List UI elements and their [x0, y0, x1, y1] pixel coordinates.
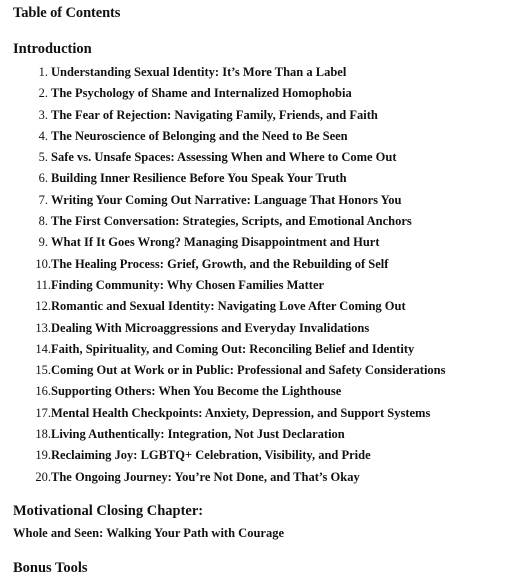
chapter-item	[0, 383, 532, 404]
chapter-number: 17.	[35, 405, 51, 420]
chapter-number: 13.	[35, 320, 51, 335]
chapter-number: 16.	[35, 384, 51, 399]
chapter-number: 3.	[38, 107, 48, 122]
chapter-item	[0, 213, 532, 234]
chapter-number: 11.	[35, 277, 51, 292]
chapter-number: 2.	[38, 86, 48, 101]
chapter-title: Faith, Spirituality, and Coming Out: Reconciling Belief and Identity	[51, 341, 415, 356]
chapter-title: What If It Goes Wrong? Managing Disappointment and Hurt	[51, 235, 380, 250]
chapter-title: Romantic and Sexual Identity: Navigating Love After Coming Out	[51, 299, 406, 314]
bonus-tools-heading: Bonus Tools	[13, 560, 88, 576]
introduction-heading: Introduction	[13, 41, 92, 57]
chapter-number: 1.	[38, 65, 48, 79]
chapter-number: 4.	[38, 128, 48, 143]
chapter-item	[0, 277, 532, 298]
chapter-number: 12.	[35, 299, 51, 314]
chapter-title: The Ongoing Journey: You’re Not Done, and That’s Okay	[51, 469, 360, 484]
chapter-item	[0, 234, 532, 255]
chapter-number: 19.	[35, 448, 51, 463]
chapter-title: Mental Health Checkpoints: Anxiety, Depression, and Support Systems	[51, 405, 431, 420]
chapter-item	[0, 341, 532, 362]
chapter-number: 18.	[35, 427, 51, 442]
chapter-number: 14.	[35, 341, 51, 356]
chapter-number: 7.	[38, 192, 48, 207]
chapter-title: Supporting Others: When You Become the Lighthouse	[51, 384, 342, 399]
chapter-title: The Neuroscience of Belonging and the Need to Be Seen	[51, 128, 348, 143]
chapter-title: The Psychology of Shame and Internalized Homophobia	[51, 86, 352, 101]
chapter-item	[0, 447, 532, 468]
chapter-number: 9.	[38, 235, 48, 250]
chapter-item	[0, 64, 532, 85]
chapter-title: The Healing Process: Grief, Growth, and the Rebuilding of Self	[51, 256, 389, 271]
chapter-number: 15.	[35, 363, 51, 378]
chapter-title: Coming Out at Work or in Public: Professional and Safety Considerations	[51, 363, 446, 378]
chapter-item	[0, 170, 532, 191]
chapter-item	[0, 107, 532, 128]
chapter-item	[0, 469, 532, 490]
chapter-number: 5.	[38, 150, 48, 165]
toc-title: Table of Contents	[13, 5, 121, 21]
chapter-item	[0, 362, 532, 383]
chapter-item	[0, 256, 532, 277]
chapter-item	[0, 192, 532, 213]
chapter-title: Writing Your Coming Out Narrative: Language That Honors You	[51, 192, 402, 207]
chapter-title: Finding Community: Why Chosen Families Matter	[51, 277, 325, 292]
chapter-item	[0, 405, 532, 426]
chapter-number: 20.	[35, 469, 51, 484]
chapter-title: Living Authentically: Integration, Not Just Declaration	[51, 427, 345, 442]
chapter-number: 6.	[38, 171, 48, 186]
chapter-item	[0, 128, 532, 149]
chapter-number: 8.	[38, 214, 48, 229]
chapter-title: Building Inner Resilience Before You Speak Your Truth	[51, 171, 347, 186]
chapter-title: Understanding Sexual Identity: It’s More Than a Label	[51, 65, 347, 79]
chapter-list	[0, 64, 532, 490]
chapter-title: Dealing With Microaggressions and Everyday Invalidations	[51, 320, 370, 335]
chapter-item	[0, 298, 532, 319]
chapter-item	[0, 85, 532, 106]
chapter-title: The First Conversation: Strategies, Scripts, and Emotional Anchors	[51, 214, 412, 229]
chapter-item	[0, 320, 532, 341]
chapter-item	[0, 426, 532, 447]
chapter-title: Reclaiming Joy: LGBTQ+ Celebration, Visibility, and Pride	[51, 448, 371, 463]
chapter-title: The Fear of Rejection: Navigating Family, Friends, and Faith	[51, 107, 378, 122]
closing-chapter-heading: Motivational Closing Chapter:	[13, 503, 204, 519]
closing-chapter-title: Whole and Seen: Walking Your Path with Courage	[13, 526, 284, 540]
chapter-item	[0, 149, 532, 170]
chapter-number: 10.	[35, 256, 51, 271]
chapter-title: Safe vs. Unsafe Spaces: Assessing When and Where to Come Out	[51, 150, 397, 165]
